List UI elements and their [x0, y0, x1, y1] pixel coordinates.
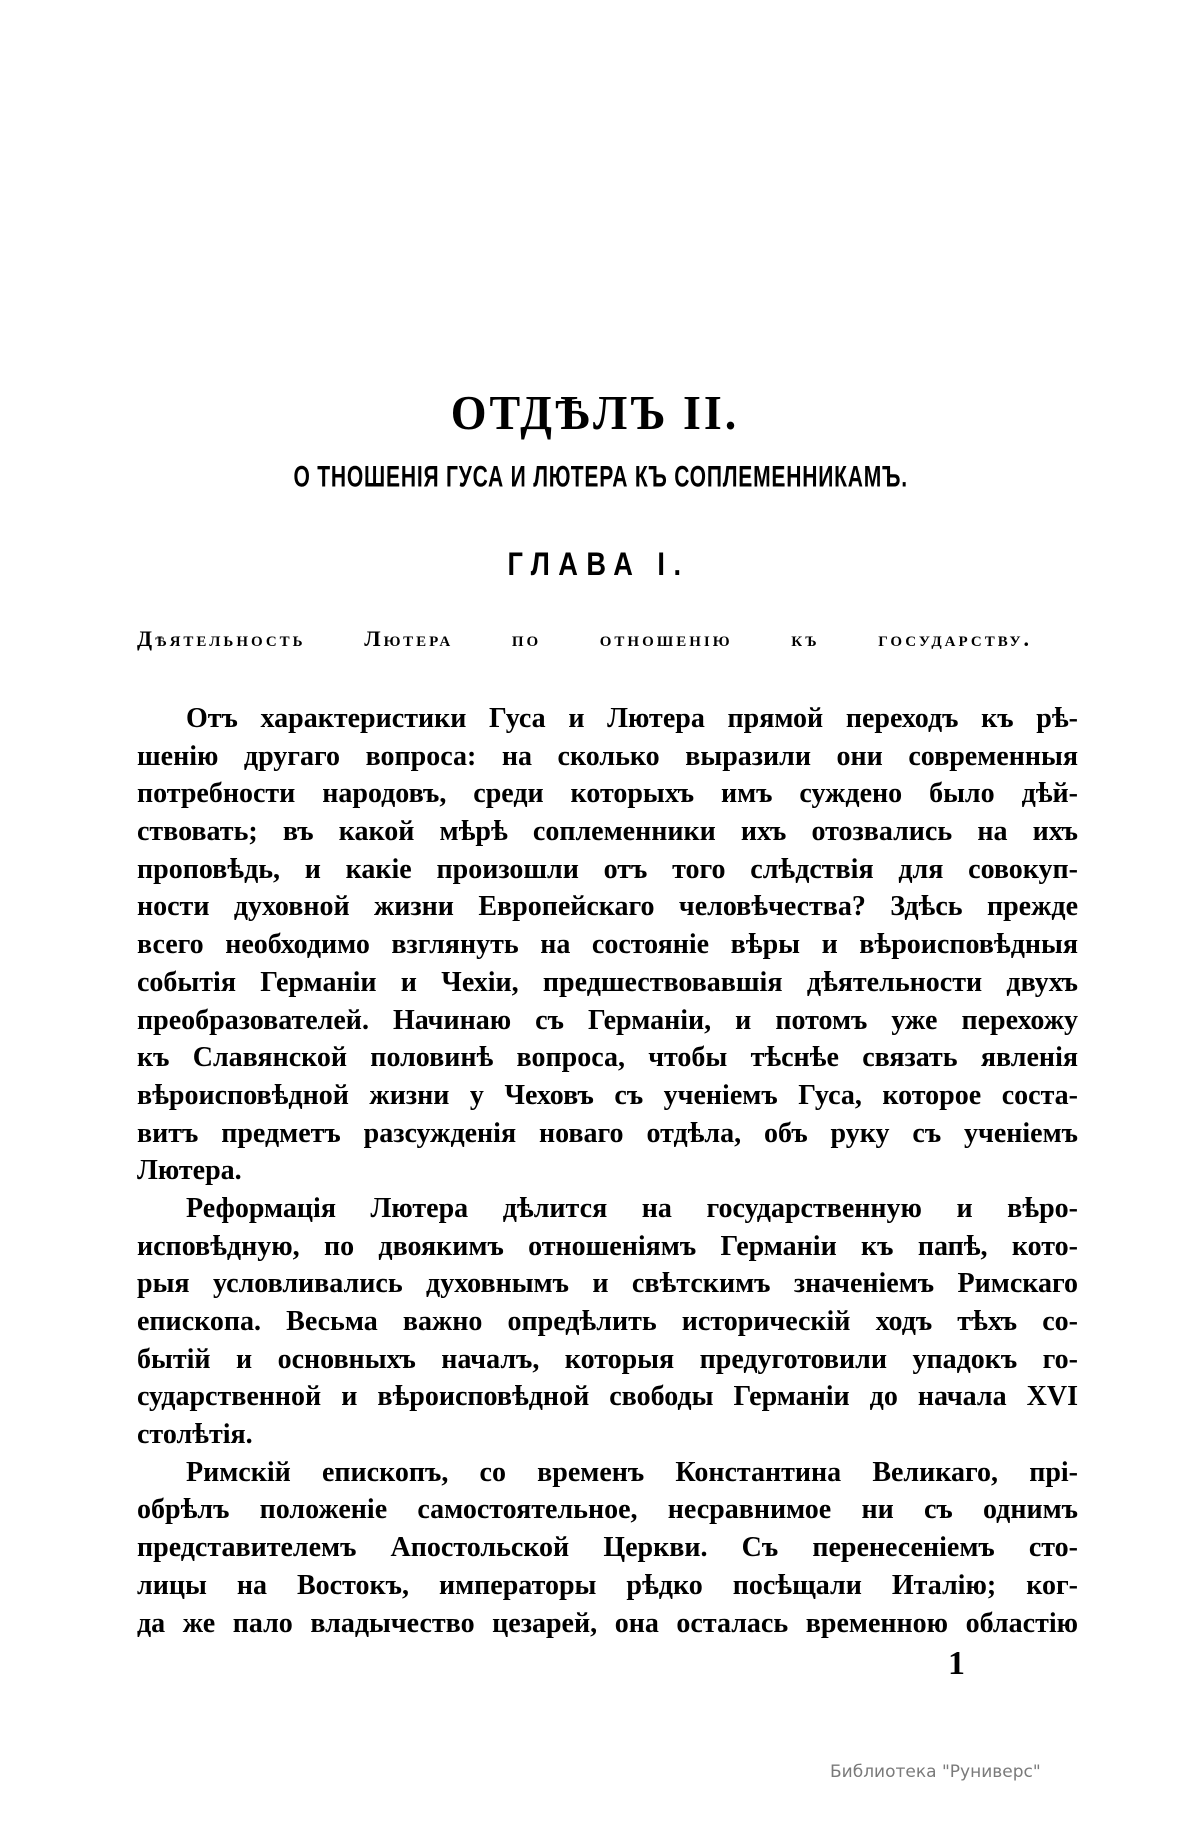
text-line: Римскій епископъ, со временъ Константина Великаго, прі-: [186, 1456, 1078, 1488]
text-line: вѣроисповѣдной жизни у Чеховъ съ ученіемъ Гуса, которое соста-: [137, 1079, 1078, 1111]
section-title: ОТДѢЛЪ II.: [450, 385, 740, 440]
text-line: рыя условливались духовнымъ и свѣтскимъ значеніемъ Римскаго: [137, 1268, 1078, 1300]
text-line: исповѣдную, по двоякимъ отношеніямъ Германіи къ папѣ, кото-: [137, 1230, 1078, 1262]
text-line: событія Германіи и Чехіи, предшествовавшія дѣятельности двухъ: [137, 966, 1078, 998]
text-line: къ Славянской половинѣ вопроса, чтобы тѣснѣе связать явленія: [137, 1042, 1078, 1074]
text-line: Реформація Лютера дѣлится на государственную и вѣро-: [186, 1192, 1078, 1224]
chapter-heading: Дѣятельность Лютера по отношенію къ государству.: [137, 626, 1032, 651]
text-line: обрѣлъ положеніе самостоятельное, несравнимое ни съ однимъ: [137, 1494, 1078, 1526]
page-number: 1: [948, 1645, 965, 1682]
text-line: сударственной и вѣроисповѣдной свободы Германіи до начала XVI: [137, 1381, 1078, 1413]
chapter-title: ГЛАВА I.: [507, 546, 690, 582]
body-text: [137, 700, 1078, 1642]
text-line: ности духовной жизни Европейскаго человѣчества? Здѣсь прежде: [137, 891, 1078, 923]
text-line: всего необходимо взглянуть на состояніе вѣры и вѣроисповѣдныя: [137, 929, 1078, 961]
text-line: столѣтія.: [137, 1419, 253, 1451]
text-line: шенію другаго вопроса: на сколько выразили они современныя: [137, 740, 1078, 772]
text-line: представителемъ Апостольской Церкви. Съ перенесеніемъ сто-: [137, 1532, 1078, 1564]
text-line: лицы на Востокъ, императоры рѣдко посѣщали Италію; ког-: [137, 1569, 1078, 1601]
library-watermark: Библиотека "Руниверс": [830, 1762, 1041, 1782]
text-line: Отъ характеристики Гуса и Лютера прямой переходъ къ рѣ-: [186, 703, 1078, 734]
text-line: витъ предметъ разсужденія новаго отдѣла, объ руку съ ученіемъ: [137, 1117, 1078, 1149]
text-line: потребности народовъ, среди которыхъ имъ суждено было дѣй-: [137, 778, 1078, 810]
text-line: ствовать; въ какой мѣрѣ соплеменники ихъ отозвались на ихъ: [137, 816, 1078, 848]
section-subtitle: О ТНОШЕНІЯ ГУСА И ЛЮТЕРА КЪ СОПЛЕМЕННИКАМЪ.: [293, 460, 908, 493]
text-line: проповѣдь, и какіе произошли отъ того слѣдствія для совокуп-: [137, 853, 1078, 885]
text-line: Лютера.: [137, 1155, 242, 1187]
text-line: епископа. Весьма важно опредѣлить историческій ходъ тѣхъ со-: [137, 1306, 1078, 1337]
text-line: да же пало владычество цезарей, она осталась временною областію: [137, 1607, 1078, 1639]
text-line: преобразователей. Начинаю съ Германіи, и потомъ уже перехожу: [137, 1004, 1078, 1036]
text-line: бытій и основныхъ началъ, которыя предуготовили упадокъ го-: [137, 1343, 1078, 1375]
